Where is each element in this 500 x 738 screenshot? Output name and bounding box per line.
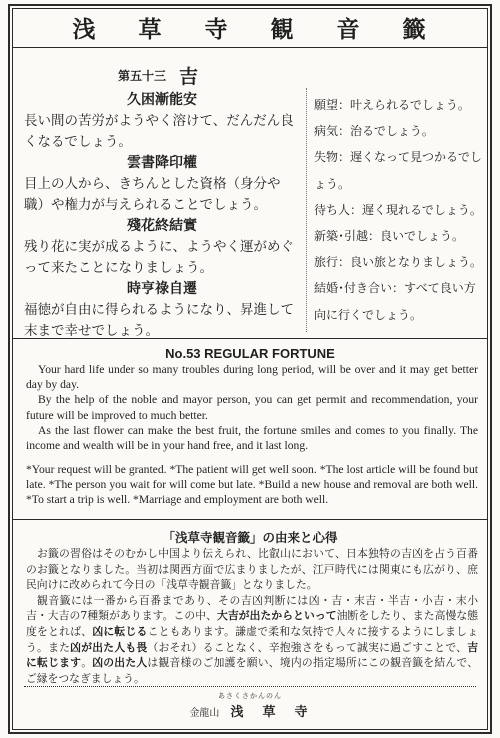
origin-paragraph: お籤の習俗はそのむかし中国より伝えられ、比叡山において、日本独特の吉凶を占う百番のお籤となりました。当初は関西方面で広まりましたが、江戸時代には関東にも広がり、庶民向けに改められて今日の「浅草寺観音籤」となりました。 [26, 547, 478, 592]
poem-heading: 時亨祿自遷 [127, 281, 197, 297]
title-char: 観 [270, 16, 296, 43]
section-divider [12, 338, 488, 339]
title-char: 草 [138, 16, 164, 43]
origin-span: は観音様のご加護を願い、境内の指定場所にこの観音籤を結んで、ご縁をつなぎましょう。 [26, 656, 479, 685]
origin-emphasis: 凶の出た人 [92, 656, 148, 670]
temple-name [12, 701, 488, 720]
footer-ruby: あさくさかんのん [218, 692, 282, 700]
poem-heading: 久困漸能安 [127, 92, 197, 108]
fortune-number: 第五十三 [117, 69, 166, 83]
english-text [26, 362, 478, 453]
poem-text: 残り花に実が成るように、ようやく運がめぐって来たことになりましょう。 [24, 239, 294, 276]
prediction-item: 願望：叶えられるでしょう。 [314, 98, 470, 112]
title-char: 寺 [204, 16, 230, 43]
column-divider [306, 88, 307, 332]
poem-text: 目上の人から、きちんとした資格（身分や職）や権力が与えられることでしょう。 [24, 176, 281, 213]
origin-paragraph [26, 593, 478, 687]
origin-span: 。 [81, 656, 93, 670]
poem-heading: 殘花終結實 [127, 218, 197, 234]
origin-emphasis: 吉に転じます [26, 640, 479, 670]
prediction-item: 結婚･付き合い：すべて良い方向に行くでしょう。 [314, 281, 476, 322]
english-notes: *Your request will be granted. *The patient will get well soon. *The lost article will be found but late. *The person you wait for will come but late. *Build a new house and removal are both well. *To start a trip is well. *Marriage and employment are both well. [26, 463, 478, 507]
footer-divider [24, 686, 476, 687]
prediction-item: 待ち人：遅く現れるでしょう。 [314, 202, 482, 217]
predictions-list [314, 92, 482, 328]
english-paragraph: As the last flower can make the best fruit, the fortune smiles and comes to you finally. The income and wealth will be in your hand free, and it last long. [26, 423, 478, 453]
poem-heading: 雲書降印權 [127, 155, 197, 171]
page-title [12, 8, 488, 48]
origin-span: （おそれ）ることなく、辛抱強さをもって誠実に過ごすことで、 [147, 640, 468, 654]
origin-emphasis: 大吉が出たからといって [217, 609, 337, 623]
prediction-item: 失物：遅くなって見つかるでしょう。 [314, 150, 482, 191]
english-title: No.53 REGULAR FORTUNE [165, 346, 335, 361]
prediction-item: 新築･引越：良いでしょう。 [314, 229, 465, 244]
poem-text: 長い間の苦労がようやく溶けて、だんだん良くなるでしょう。 [24, 113, 294, 150]
origin-title: 「浅草寺観音籤」の由来と心得 [162, 530, 338, 545]
origin-text [26, 546, 478, 686]
title-char: 籤 [402, 16, 428, 43]
origin-emphasis: 凶に転じる [92, 624, 148, 638]
origin-span: こともあります。謙虚で柔和な気持で人々に接するようにしましょう。また [26, 624, 479, 654]
prediction-item: 旅行：良い旅となりましょう。 [314, 255, 483, 270]
title-char: 浅 [72, 16, 98, 43]
english-paragraph: By the help of the noble and mayor person, you can get permit and recommendation, your future will be improved to much better. [26, 393, 478, 422]
prediction-item: 病気：治るでしょう。 [314, 124, 434, 139]
mountain-name: 金龍山 [189, 708, 220, 719]
fortune-heading [12, 62, 304, 89]
section-divider [12, 519, 488, 520]
poem-section [24, 90, 300, 342]
fortune-luck: 吉 [179, 66, 199, 88]
origin-span: 油断をしたり、また高慢な態度をとれば、 [26, 609, 478, 638]
origin-span: 観音籤には一番から百番まであり、その吉凶判断には凶・吉・末吉・半吉・小吉・末小吉・大吉の7種類があります。この中、 [26, 593, 478, 623]
temple-title: 浅 草 寺 [230, 705, 311, 720]
poem-text: 福徳が自由に得られるようになり、昇進して末まで幸せでしょう。 [24, 302, 294, 339]
english-paragraph: Your hard life under so many troubles during long period, will be over and it may get better day by day. [26, 363, 478, 392]
title-char: 音 [336, 16, 362, 43]
origin-emphasis: 凶が出た人も畏 [70, 640, 148, 654]
